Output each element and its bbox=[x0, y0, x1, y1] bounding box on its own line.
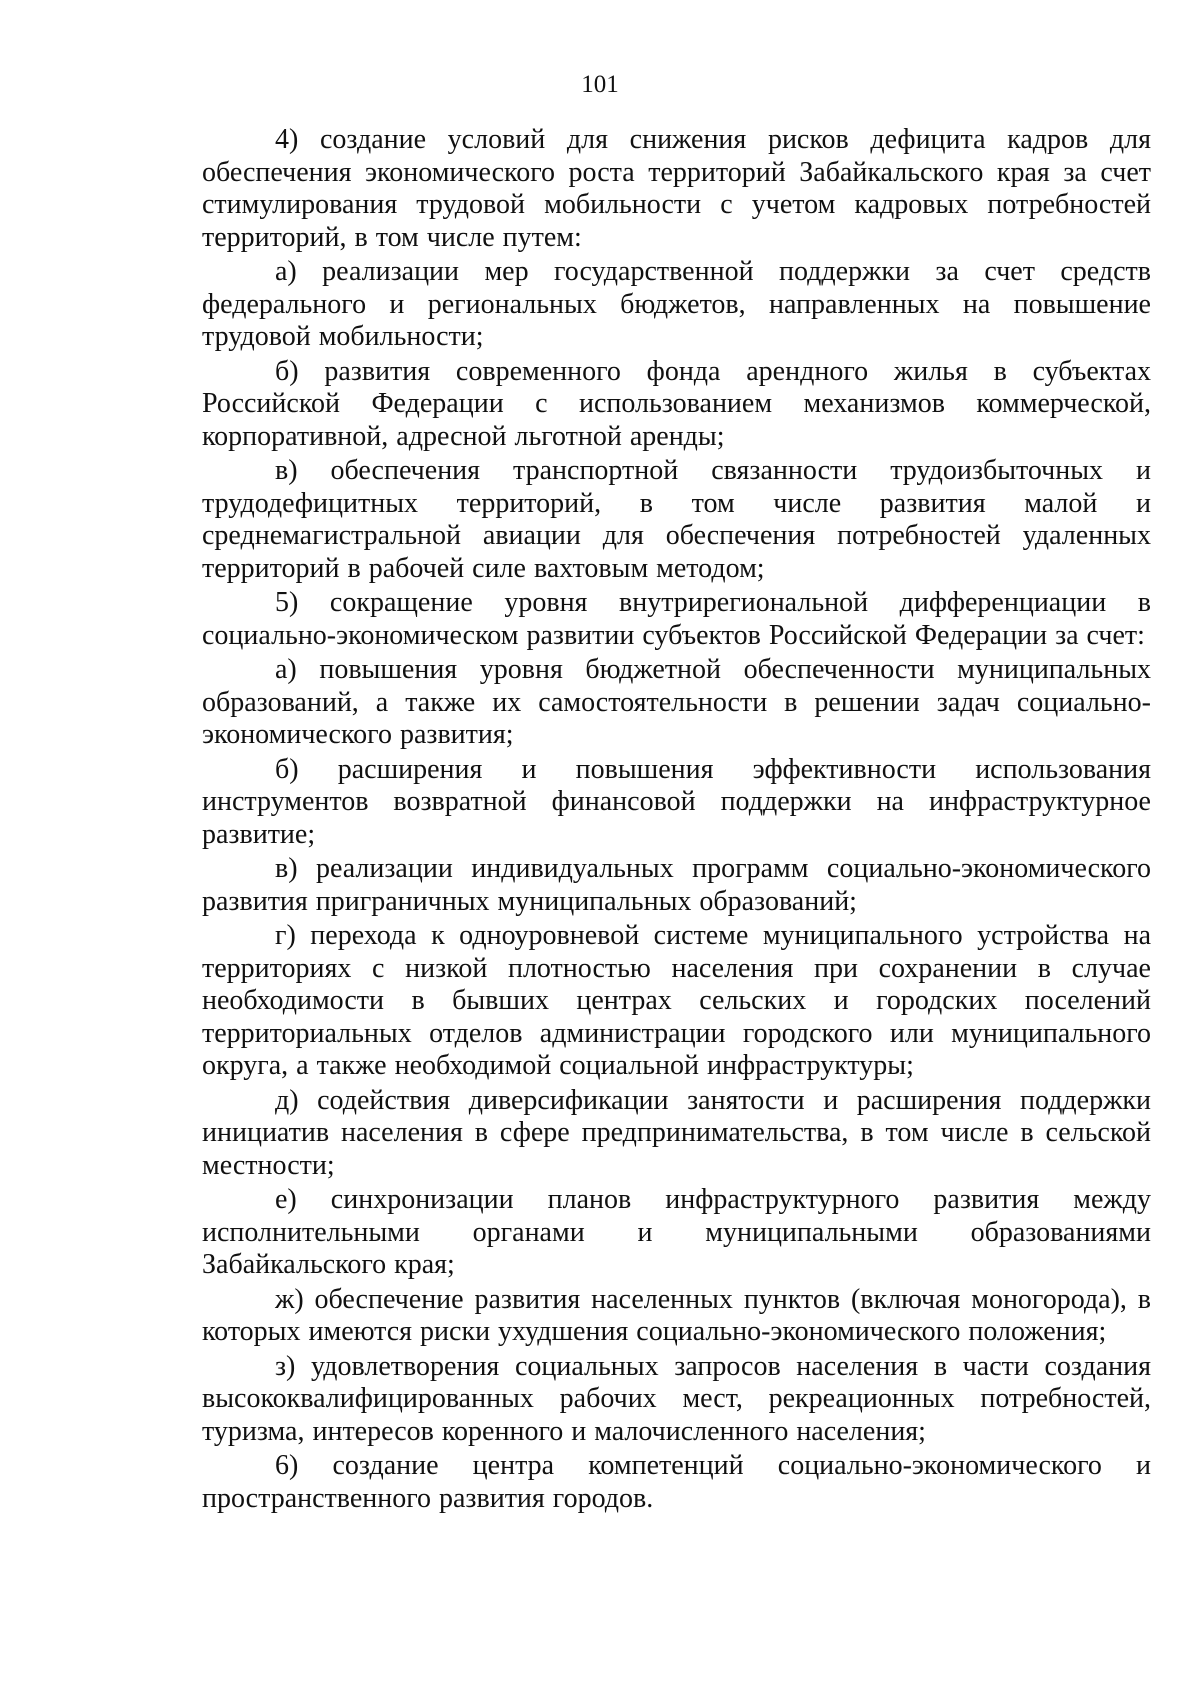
paragraph-5z: з) удовлетворения социальных запросов населения в части создания высококвалифицированных рабочих мест, рекреационных потребностей, туризма, интересов коренного и малочисленного населения; bbox=[202, 1350, 1151, 1447]
paragraph-4a: а) реализации мер государственной поддержки за счет средств федерального и региональных бюджетов, направленных на повышение трудовой мобильности; bbox=[202, 256, 1151, 352]
paragraph-5b: б) расширения и повышения эффективности использования инструментов возвратной финансовой поддержки на инфраструктурное развитие; bbox=[202, 753, 1151, 850]
paragraph-5a: а) повышения уровня бюджетной обеспеченности муниципальных образований, а также их самостоятельности в решении задач социально-экономического развития; bbox=[202, 654, 1151, 750]
paragraph-5: 5) сокращение уровня внутрирегиональной дифференциации в социально-экономическом развитии субъектов Российской Федерации за счет: bbox=[202, 587, 1151, 651]
paragraph-5d: д) содействия диверсификации занятости и расширения поддержки инициатив населения в сфере предпринимательства, в том числе в сельской местности; bbox=[202, 1084, 1151, 1181]
paragraph-5e: е) синхронизации планов инфраструктурного развития между исполнительными органами и муниципальными образованиями Забайкальского края; bbox=[202, 1184, 1151, 1280]
paragraph-5g: г) перехода к одноуровневой системе муниципального устройства на территориях с низкой плотностью населения при сохранении в случае необходимости в бывших центрах сельских и городских поселений территориальных отделов администрации городского или муниципального округа, а также необходимой социальной инфраструктуры; bbox=[202, 920, 1151, 1081]
paragraph-5zh: ж) обеспечение развития населенных пунктов (включая моногорода), в которых имеются риски ухудшения социально-экономического положения; bbox=[202, 1283, 1151, 1347]
page-number: 101 bbox=[581, 71, 619, 98]
document-body bbox=[202, 124, 1151, 1517]
paragraph-4: 4) создание условий для снижения рисков дефицита кадров для обеспечения экономического роста территорий Забайкальского края за счет стимулирования трудовой мобильности с учетом кадровых потребностей территорий, в том числе путем: bbox=[202, 124, 1151, 253]
paragraph-5v: в) реализации индивидуальных программ социально-экономического развития приграничных муниципальных образований; bbox=[202, 853, 1151, 917]
paragraph-4v: в) обеспечения транспортной связанности трудоизбыточных и трудодефицитных территорий, в том числе развития малой и среднемагистральной авиации для обеспечения потребностей удаленных территорий в рабочей силе вахтовым методом; bbox=[202, 455, 1151, 584]
paragraph-6: 6) создание центра компетенций социально-экономического и пространственного развития городов. bbox=[202, 1450, 1151, 1514]
paragraph-4b: б) развития современного фонда арендного жилья в субъектах Российской Федерации с использованием механизмов коммерческой, корпоративной, адресной льготной аренды; bbox=[202, 355, 1151, 452]
